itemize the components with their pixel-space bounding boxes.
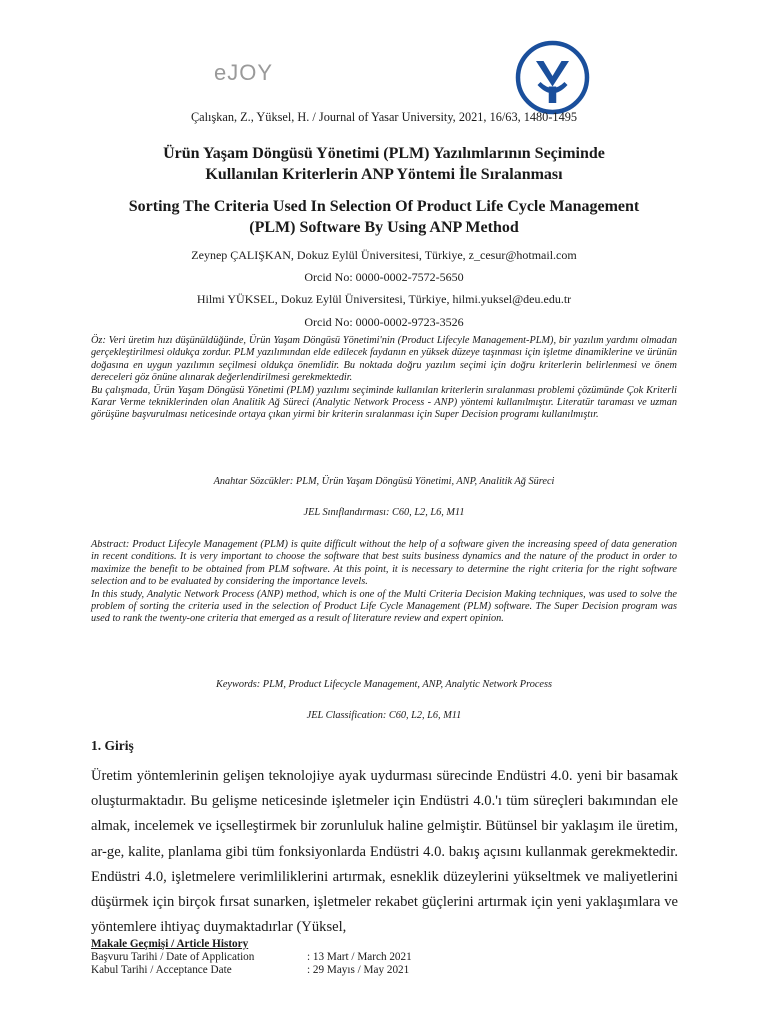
turkish-title-line-2: Kullanılan Kriterlerin ANP Yöntemi İle Sıralanması	[205, 166, 563, 183]
english-title-line-2: (PLM) Software By Using ANP Method	[249, 219, 519, 236]
yasar-university-emblem-icon	[515, 40, 590, 115]
abstract-paragraph-1: Abstract: Product Lifecyle Management (PLM) is quite difficult without the help of a software given the increasing speed of data generation in recent conditions. It is very important to choose the software that best suits business dynamics and the nature of the product in order to maximize the benefit to be obtained from PLM software. At this point, it is necessary to determine the right criteria for the right software selection and to be evaluated by considering the importance levels.	[91, 539, 677, 588]
turkish-keywords: Anahtar Sözcükler: PLM, Ürün Yaşam Döngüsü Yönetimi, ANP, Analitik Ağ Süreci	[213, 476, 555, 487]
journal-logo-text: eJOY	[214, 60, 274, 85]
application-label: Başvuru Tarihi / Date of Application	[91, 951, 255, 963]
turkish-abstract	[91, 335, 677, 422]
orcid-1: Orcid No: 0000-0002-7572-5650	[304, 270, 464, 284]
english-title-line-1: Sorting The Criteria Used In Selection Of Product Life Cycle Management	[128, 198, 640, 215]
english-abstract	[91, 539, 677, 626]
section-body-paragraph: Üretim yöntemlerinin gelişen teknolojiye ayak uydurması sürecinde Endüstri 4.0. yeni bir basamak oluşturmaktadır. Bu gelişme neticesinde işletmeler için Endüstri 4.0.'ı tüm süreçleri bakımından ele almak, incelemek ve içselleştirmek bir zorunluluk haline gelmiştir. Bütünsel bir yaklaşım ile üretim, ar-ge, kalite, planlama gibi tüm fonksiyonlarda Endüstri 4.0. bakış açısını kullanmak gerekmektedir. Endüstri 4.0, işletmelere verimliliklerini artırmak, esneklik düzeylerini yükseltmek ve maliyetlerini düşürmek için birçok fırsat sunarken, işletmeler rekabet güçlerini artırmak için yeni yaklaşımlara ve yöntemlere ihtiyaç duymaktadırlar (Yüksel,	[91, 768, 678, 936]
history-row-acceptance	[91, 964, 412, 977]
english-title	[90, 196, 678, 238]
turkish-title	[90, 143, 678, 185]
orcid-2: Orcid No: 0000-0002-9723-3526	[304, 315, 464, 329]
journal-logo	[214, 60, 273, 86]
english-jel: JEL Classification: C60, L2, L6, M11	[306, 710, 462, 721]
section-heading: 1. Giriş	[91, 738, 134, 753]
oz-paragraph-2: Bu çalışmada, Ürün Yaşam Döngüsü Yönetimi (PLM) yazılımı seçiminde kullanılan kriterlerin sıralanması problemi çözümünde Çok Kriterli Karar Verme tekniklerinden olan Analitik Ağ Süreci (Analytic Network Process - ANP) yöntemi kullanılmıştır. Literatür taraması ve uzman görüşüne başvurulması neticesinde ortaya çıkan yirmi bir kriterin sıralanması için Super Decision programı kullanılmıştır.	[91, 384, 677, 421]
citation-line: Çalışkan, Z., Yüksel, H. / Journal of Yasar University, 2021, 16/63, 1480-1495	[190, 110, 578, 124]
acceptance-value: : 29 Mayıs / May 2021	[307, 964, 410, 976]
article-history	[91, 938, 412, 977]
section-body	[91, 764, 678, 940]
acceptance-label: Kabul Tarihi / Acceptance Date	[91, 964, 232, 976]
author-1: Zeynep ÇALIŞKAN, Dokuz Eylül Üniversitesi, Türkiye, z_cesur@hotmail.com	[191, 248, 577, 262]
author-2: Hilmi YÜKSEL, Dokuz Eylül Üniversitesi, Türkiye, hilmi.yuksel@deu.edu.tr	[196, 292, 572, 306]
english-keywords: Keywords: PLM, Product Lifecycle Management, ANP, Analytic Network Process	[215, 679, 553, 690]
oz-paragraph-1: Öz: Veri üretim hızı düşünüldüğünde, Ürün Yaşam Döngüsü Yönetimi'nin (Product Lifecyle Management-PLM), bir yazılım yardımı olmadan gerçekleştirilmesi oldukça zordur. PLM yazılımından elde edilecek faydanın en yüksek düzeye taşınması için işletme dinamiklerine ve ürünün doğasına en uygun yazılımın seçilmesi oldukça önemlidir. Bu noktada doğru yazılım seçimi için doğru kriterlerin belirlenmesi ve önem dereceleri göz önüne alınarak değerlendirilmesi gerekmektedir.	[91, 335, 677, 384]
turkish-title-line-1: Ürün Yaşam Döngüsü Yönetimi (PLM) Yazılımlarının Seçiminde	[163, 145, 605, 162]
abstract-paragraph-2: In this study, Analytic Network Process (ANP) method, which is one of the Multi Criteria Decision Making techniques, was used to solve the problem of sorting the criteria used in the selection of Product Life Cycle Management (PLM) software. The Super Decision program was used to rank the twenty-one criteria that emerged as a result of literature review and expert opinion.	[91, 588, 677, 625]
history-heading: Makale Geçmişi / Article History	[91, 938, 249, 950]
application-value: : 13 Mart / March 2021	[307, 951, 412, 963]
turkish-jel: JEL Sınıflandırması: C60, L2, L6, M11	[303, 507, 465, 518]
history-row-application	[91, 951, 412, 964]
